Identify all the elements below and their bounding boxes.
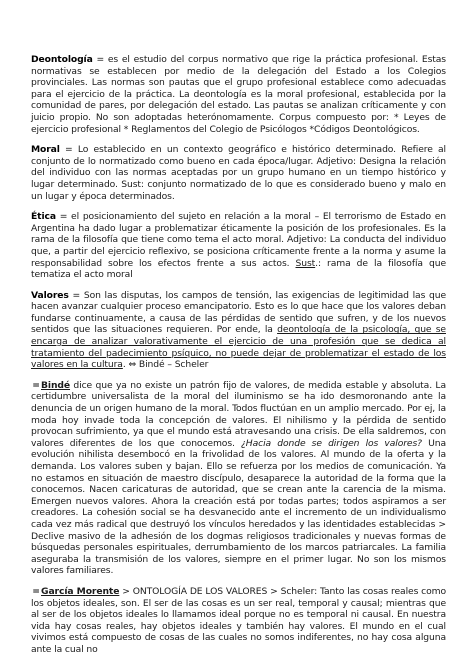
paragraph-binde [31,380,446,577]
term-deontologia: Deontología [31,54,93,65]
bullet-garcia: = [32,585,40,597]
moral-text: = Lo establecido en un contexto geográfico e histórico determinado. Refiere al conjunto de lo normatizado como bueno en cada época/lugar. Adjetivo: Designa la relación del individuo con las normas aceptadas por un grupo humano en un tiempo histórico y lugar determinado. Sust: conjunto normatizado de lo que es considerado bueno y malo en un lugar y época determinados. [31,144,446,202]
valores-underlined: deontología de la psicología, que se encarga de analizar valorativamente el ejercicio de una profesión que se dedica al tratamiento del padecimiento psíquico, no puede dejar de problematizar el estado de los valores en la cultura [31,324,446,371]
binde-text-a: dice que ya no existe un patrón fijo de valores, de medida estable y absoluta. La certidumbre universalista de la moral del iluminismo se ha ido desmoronando ante la denuncia de un origen humano de la moral. Todos fluctúan en un amplio mercado. Por ej, la moda hoy invade toda la concepción de valores. El nihilismo y la pérdida de sentido provocan sufrimiento, ya que el mundo está atravesando una crisis. De ella saldremos, con valores diferentes de los que conocemos. [31,379,446,449]
valores-text-b: . ⇔ Bindé – Scheler [122,359,209,371]
paragraph-deontologia [31,54,446,135]
paragraph-moral [31,144,446,202]
term-moral: Moral [31,144,60,156]
etica-text-a: = el posicionamiento del sujeto en relación a la moral – El terrorismo de Estado en Argentina ha dado lugar a problematizar éticamente la posición de los profesionales. Es la rama de la filosofía que tiene como tema el acto moral. Adjetivo: La conducta del individuo que, a partir del ejercicio reflexivo, se posiciona críticamente frente a la norma y asume la responsabilidad sobre los efectos frente a sus actos. [31,211,446,269]
term-valores: Valores [31,289,69,301]
deontologia-text: es el estudio del corpus normativo que rige la práctica profesional. Estas normativas se establecen por medio de la delegación del Estado a los Colegios provinciales. Las normas son pautas que el grupo profesional establece como adecuadas para el ejercicio de la práctica. La deontología es la moral profesional, establecida por la comunidad de pares, por delegación del estado. Las pautas se analizan críticamente y con juicio propio. No son adoptadas heterónomamente. Corpus compuesto por: * Leyes de ejercicio profesional * Reglamentos del Colegio de Psicólogos *Códigos Deontológicos. [31,54,446,135]
term-garcia-morente: García Morente [41,585,120,597]
valores-text-a: = Son las disputas, los campos de tensión, las exigencias de legitimidad las que hacen avanzar cualquier proceso emancipatorio. Esto es lo que hace que los valores deban fundarse continuamente, a causa de las pérdidas de sentido que sufren, y de los nuevos sentidos que las situaciones requieren. Por ende, la [31,289,446,336]
paragraph-valores [31,290,446,371]
binde-italic: ¿Hacia donde se dirigen los valores? [241,437,422,449]
term-etica: Ética [31,211,56,223]
etica-sust: Sust [295,257,316,269]
paragraph-etica [31,211,446,281]
bullet-binde: = [32,379,40,391]
garcia-text: > ONTOLOGÍA DE LOS VALORES > Scheler: Tanto las cosas reales como los objetos ideales, son. El ser de las cosas es un ser real, temporal y causal; mientras que al ser de los objetos ideales lo llamamos ideal porque no es temporal ni causal. En nuestra vida hay cosas reales, hay objetos ideales y también hay valores. El mundo en el cual vivimos está compuesto de cosas de las cuales no somos indiferentes, no hay cosa alguna ante la cual no [31,585,447,655]
etica-text-b: .: rama de la filosofía que tematiza el acto moral [31,257,446,281]
binde-text-b: Una evolución nihilista desembocó en la frivolidad de los valores. Al mundo de la oferta y la demanda. Los valores suben y bajan. Ello se refuerza por los medios de comunicación. Ya no estamos en situación de maestro discípulo, desaparece la autoridad de la forma que la conocemos. Nacen caricaturas de autoridad, que se crean ante la carencia de la misma. Emergen nuevos valores. Ahora la creación está por todas partes; todos aspiramos a ser creadores. La cohesión social se ha desvanecido ante el incremento de un individualismo cada vez más radical que destruyó los vínculos heredados y las identidades establecidas > Declive masivo de la adhesión de los dogmas religiosos tradicionales y nuevas formas de búsquedas personales espirituales, derrumbamiento de los marcos patriarcales. La familia aseguraba la transmisión de los valores, siempre en el primer lugar. No son los mismos valores familiares. [31,437,447,577]
paragraph-garcia-morente [31,586,446,656]
term-binde: Bindé [41,379,71,391]
separator: = [92,54,108,65]
